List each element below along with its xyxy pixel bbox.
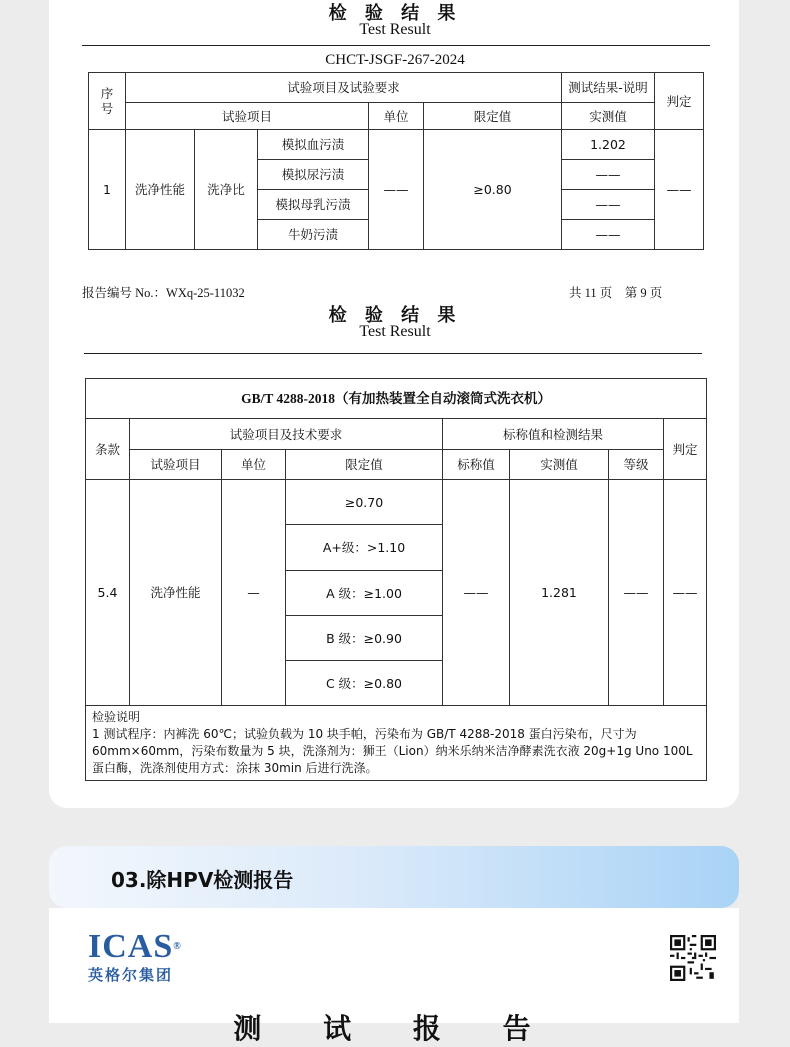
header-seq: 序 号 — [89, 73, 126, 130]
stain-value: —— — [562, 160, 655, 190]
page-count: 共 11 页 第 9 页 — [569, 286, 663, 300]
header-measured: 实测值 — [510, 450, 609, 480]
row-subitem: 洗净比 — [195, 130, 258, 250]
limit-value: B 级：≥0.90 — [286, 616, 443, 661]
header-unit: 单位 — [222, 450, 286, 480]
row-measured: 1.281 — [510, 480, 609, 706]
logo-cn: 英格尔集团 — [88, 966, 174, 984]
row-limit: ≥0.80 — [424, 130, 562, 250]
section1-table — [88, 72, 704, 250]
icas-logo: ICAS® 英格尔集团 — [88, 928, 182, 984]
section2-table — [85, 378, 707, 781]
header-items-req: 试验项目及试验要求 — [126, 73, 562, 103]
header-clause: 条款 — [86, 419, 130, 480]
stain-name: 模拟血污渍 — [258, 130, 369, 160]
row-judge: —— — [655, 130, 704, 250]
notes-title: 检验说明 — [92, 710, 141, 724]
row-item: 洗净性能 — [126, 130, 195, 250]
test-notes — [86, 706, 707, 781]
limit-value: A 级：≥1.00 — [286, 571, 443, 616]
section2-title-en: Test Result — [359, 323, 431, 340]
header-test-item: 试验项目 — [130, 450, 222, 480]
report-number: 报告编号 No.：WXq-25-11032 — [82, 286, 245, 300]
stain-value: —— — [562, 220, 655, 250]
section1-code: CHCT-JSGF-267-2024 — [325, 52, 465, 68]
section2-title-cn: 检 验 结 果 — [328, 305, 462, 326]
header-result-note: 测试结果-说明 — [562, 73, 655, 103]
header-nominal: 标称值 — [443, 450, 510, 480]
header-test-item: 试验项目 — [126, 103, 369, 130]
header-items-req: 试验项目及技术要求 — [130, 419, 443, 450]
standard-title: GB/T 4288-2018（有加热装置全自动滚筒式洗衣机） — [86, 379, 707, 419]
notes-body: 1 测试程序：内裤洗 60℃；试验负载为 10 块手帕，污染布为 GB/T 4288-2018 蛋白污染布，尺寸为 60mm×60mm，污染布数量为 5 块，洗涤剂为：狮王（Lion）纳米乐纳米洁净酵素洗衣液 20g+1g Uno 100L 蛋白酶，洗涤剂使用方式：涂抹 30min 后进行洗涤。 — [92, 727, 693, 775]
header-limit: 限定值 — [424, 103, 562, 130]
report2-title: 测 试 报 告 — [233, 1012, 557, 1045]
section1-title-cn: 检 验 结 果 — [328, 3, 462, 24]
hpv-section-banner — [49, 846, 739, 908]
row-unit: —— — [369, 130, 424, 250]
header-measured: 实测值 — [562, 103, 655, 130]
row-clause: 5.4 — [86, 480, 130, 706]
header-limit: 限定值 — [286, 450, 443, 480]
row-item: 洗净性能 — [130, 480, 222, 706]
limit-value: A+级：>1.10 — [286, 525, 443, 571]
stain-name: 模拟母乳污渍 — [258, 190, 369, 220]
section1-title-en: Test Result — [359, 21, 431, 38]
stain-value: 1.202 — [562, 130, 655, 160]
row-judge: —— — [664, 480, 707, 706]
logo-text: ICAS — [88, 928, 174, 965]
section1-rule — [82, 45, 710, 46]
limit-value: ≥0.70 — [286, 480, 443, 525]
limit-value: C 级：≥0.80 — [286, 661, 443, 706]
stain-value: —— — [562, 190, 655, 220]
hpv-section-label: 03.除HPV检测报告 — [111, 868, 294, 892]
qr-code-icon — [670, 935, 716, 981]
row-nominal: —— — [443, 480, 510, 706]
row-unit: — — [222, 480, 286, 706]
header-judge: 判定 — [655, 73, 704, 130]
section2-rule — [84, 353, 702, 354]
header-grade: 等级 — [609, 450, 664, 480]
stain-name: 牛奶污渍 — [258, 220, 369, 250]
header-nominal-results: 标称值和检测结果 — [443, 419, 664, 450]
row-grade: —— — [609, 480, 664, 706]
header-judge: 判定 — [664, 419, 707, 480]
header-unit: 单位 — [369, 103, 424, 130]
stain-name: 模拟尿污渍 — [258, 160, 369, 190]
row-seq: 1 — [89, 130, 126, 250]
